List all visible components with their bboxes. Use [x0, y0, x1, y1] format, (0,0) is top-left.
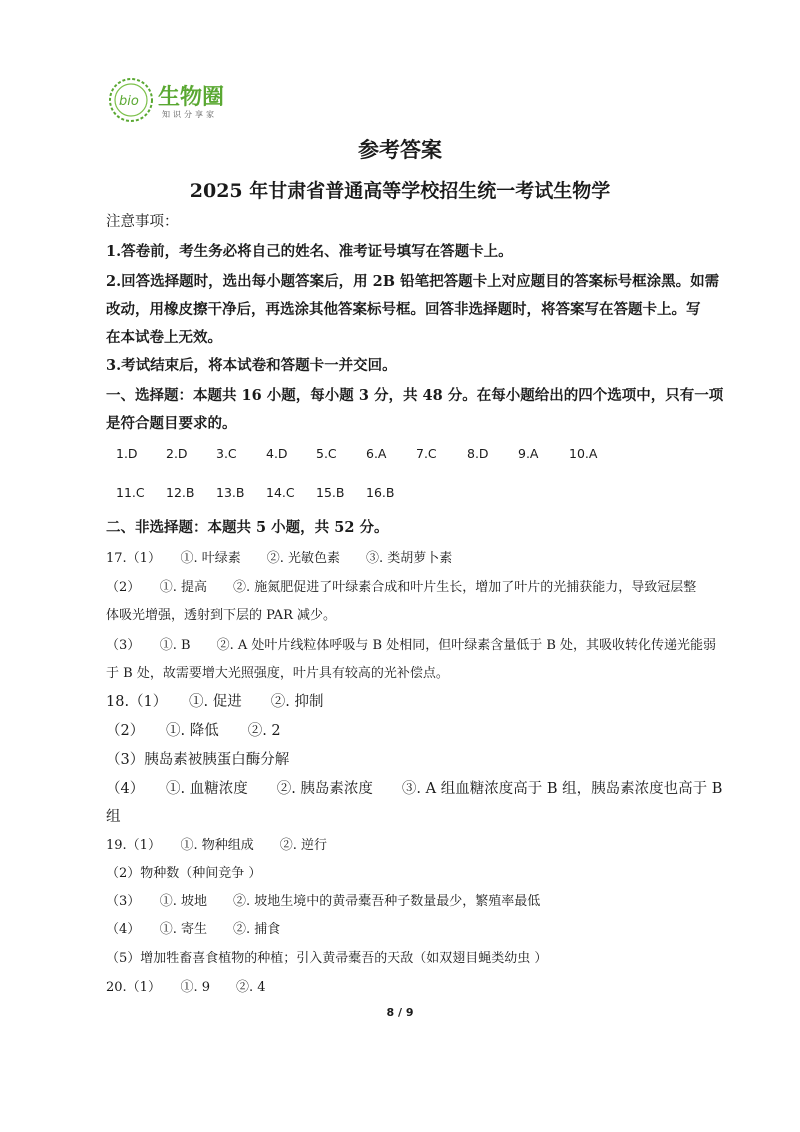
- page-title: 参考答案: [358, 137, 442, 162]
- notice-item: 改动，用橡皮擦干净后，再选涂其他答案标号框。回答非选择题时，将答案写在答题卡上。写: [106, 301, 701, 318]
- answer-line: （4） ①. 寄生 ②. 捕食: [106, 922, 281, 937]
- page-number: 8 / 9: [386, 1006, 414, 1019]
- mc-answer: 7.C: [416, 446, 437, 461]
- mc-answer: 6.A: [366, 446, 387, 461]
- notice-item: 2.回答选择题时，选出每小题答案后，用 2B 铅笔把答题卡上对应题目的答案标号框涂黑。如需: [106, 273, 720, 290]
- mc-answer: 15.B: [316, 485, 345, 500]
- logo-mark: bio: [119, 94, 139, 109]
- section1-heading: 一、选择题：本题共 16 小题，每小题 3 分，共 48 分。在每小题给出的四个选项中，只有一项: [106, 387, 724, 404]
- mc-answer: 9.A: [518, 446, 539, 461]
- mc-answer: 1.D: [116, 446, 138, 461]
- answer-line: （2）物种数（种间竞争 ）: [106, 866, 262, 881]
- exam-subtitle: 2025 年甘肃省普通高等学校招生统一考试生物学: [189, 180, 611, 202]
- notice-item: 3.考试结束后，将本试卷和答题卡一并交回。: [106, 357, 397, 374]
- answer-line: （2） ①. 提高 ②. 施氮肥促进了叶绿素合成和叶片生长，增加了叶片的光捕获能力，导致冠层整: [106, 580, 697, 595]
- answer-line: 于 B 处，故需要增大光照强度，叶片具有较高的光补偿点。: [106, 666, 449, 681]
- logo: [106, 74, 246, 126]
- answer-line: 19.（1） ①. 物种组成 ②. 逆行: [106, 838, 327, 853]
- answer-line: （4） ①. 血糖浓度 ②. 胰岛素浓度 ③. A 组血糖浓度高于 B 组，胰岛素浓度也高于 B: [106, 781, 723, 797]
- answer-line: （3）胰岛素被胰蛋白酶分解: [106, 752, 290, 768]
- mc-answer: 11.C: [116, 485, 145, 500]
- logo-text: 生物圈: [158, 85, 225, 110]
- mc-answer: 16.B: [366, 485, 395, 500]
- answer-line: 18.（1） ①. 促进 ②. 抑制: [106, 694, 324, 710]
- mc-answer: 10.A: [569, 446, 598, 461]
- answer-line: 20.（1） ①. 9 ②. 4: [106, 980, 266, 995]
- answer-line: （5）增加牲畜喜食植物的种植；引入黄帚橐吾的天敌（如双翅目蝇类幼虫 ）: [106, 951, 548, 966]
- notice-item: 在本试卷上无效。: [106, 329, 222, 346]
- mc-answer: 2.D: [166, 446, 188, 461]
- notice-heading: 注意事项：: [106, 214, 179, 230]
- answer-line: （3） ①. 坡地 ②. 坡地生境中的黄帚橐吾种子数量最少，繁殖率最低: [106, 894, 541, 909]
- mc-answer: 14.C: [266, 485, 295, 500]
- answer-line: 17.（1） ①. 叶绿素 ②. 光敏色素 ③. 类胡萝卜素: [106, 551, 453, 566]
- section2-heading: 二、非选择题：本题共 5 小题，共 52 分。: [106, 519, 389, 536]
- mc-answer: 13.B: [216, 485, 245, 500]
- mc-answer: 4.D: [266, 446, 288, 461]
- mc-answer: 12.B: [166, 485, 195, 500]
- mc-answer: 8.D: [467, 446, 489, 461]
- answer-line: （3） ①. B ②. A 处叶片线粒体呼吸与 B 处相同，但叶绿素含量低于 B 处，其吸收转化传递光能弱: [106, 638, 717, 653]
- section1-heading-cont: 是符合题目要求的。: [106, 415, 237, 432]
- mc-answer: 5.C: [316, 446, 337, 461]
- answer-line: 体吸光增强，透射到下层的 PAR 减少。: [106, 608, 336, 623]
- mc-answer: 3.C: [216, 446, 237, 461]
- answer-line: 组: [106, 809, 121, 825]
- logo-tagline: 知识分享家: [162, 110, 217, 119]
- answer-line: （2） ①. 降低 ②. 2: [106, 723, 281, 739]
- notice-item: 1.答卷前，考生务必将自己的姓名、准考证号填写在答题卡上。: [106, 243, 513, 260]
